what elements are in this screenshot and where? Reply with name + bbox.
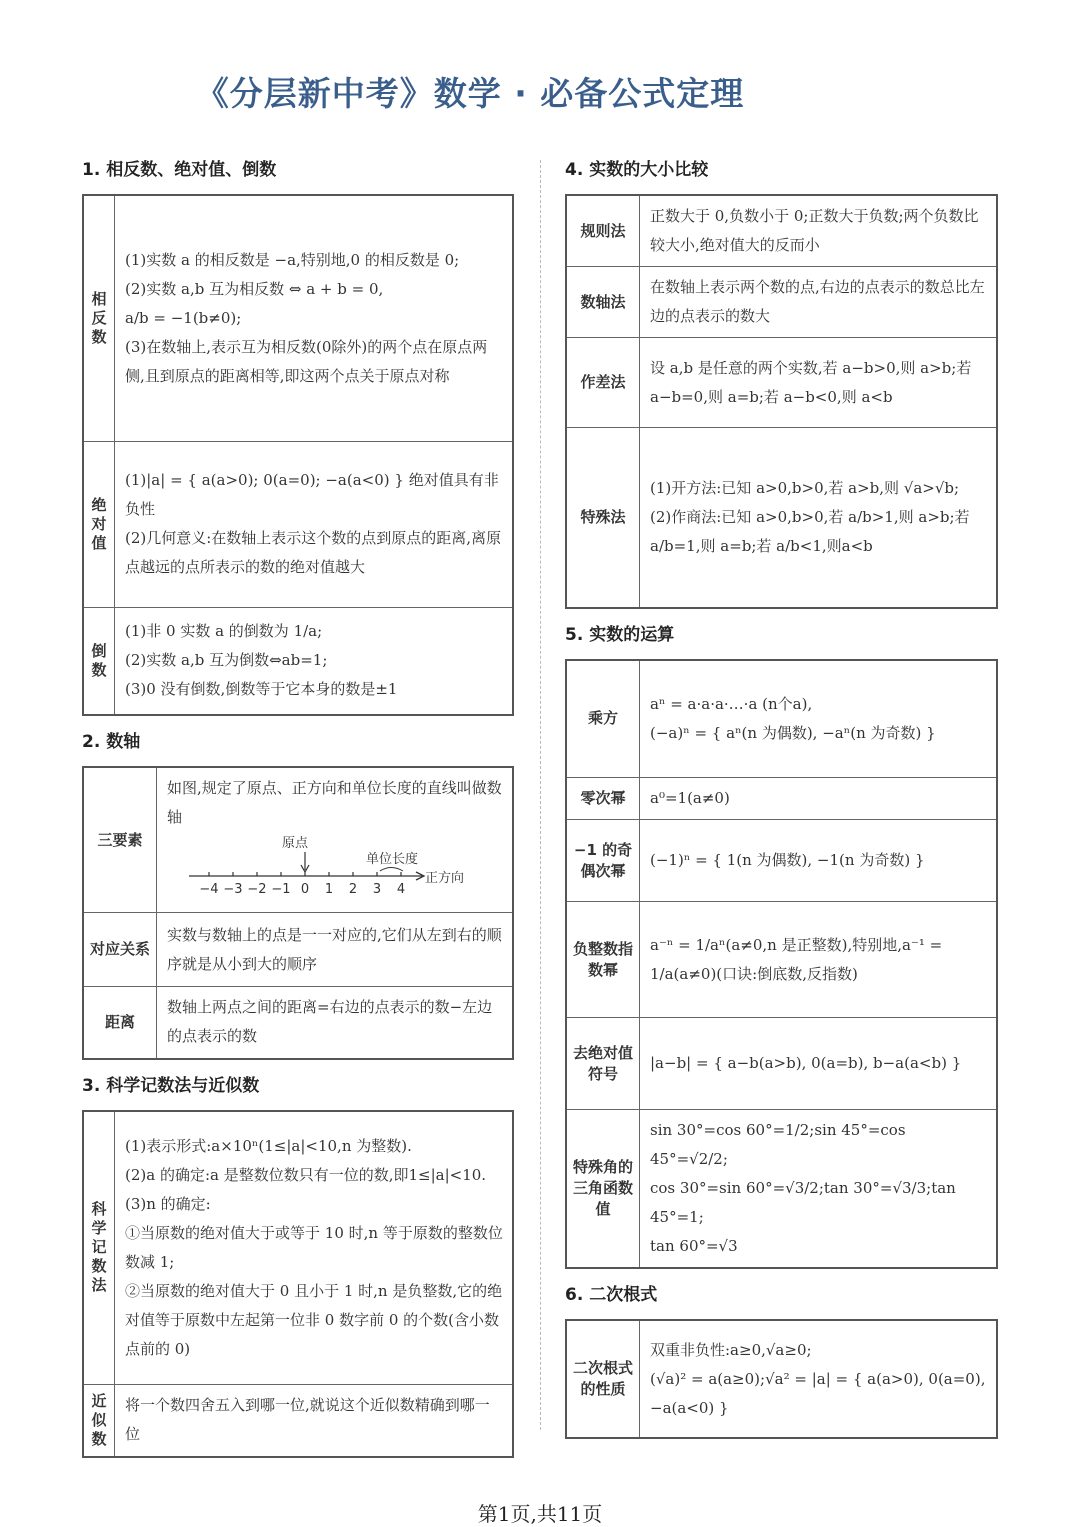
row-label: 规则法: [566, 195, 640, 267]
row-content: [157, 987, 514, 1059]
table-row: [566, 902, 997, 1018]
section-table-3: [82, 1110, 514, 1458]
section-title-5: 5. 实数的运算: [565, 624, 675, 645]
row-content: [157, 913, 514, 987]
content-line: 如图,规定了原点、正方向和单位长度的直线叫做数轴: [167, 779, 502, 826]
row-content: [640, 195, 998, 267]
content-line: ①当原数的绝对值大于或等于 10 时,n 等于原数的整数位数减 1;: [125, 1223, 503, 1271]
content-line: (3)0 没有倒数,倒数等于它本身的数是±1: [125, 680, 398, 699]
axis-tick-label: −2: [247, 882, 267, 896]
content-line: (1)实数 a 的相反数是 −a,特别地,0 的相反数是 0;: [125, 250, 460, 269]
row-content: [640, 428, 998, 608]
table-row: [566, 1018, 997, 1110]
row-content: [640, 1320, 998, 1438]
section-title-3: 3. 科学记数法与近似数: [82, 1075, 260, 1096]
content-line: 设 a,b 是任意的两个实数,若 a−b>0,则 a>b;若 a−b=0,则 a=b;若 a−b<0,则 a<b: [650, 358, 972, 406]
table-row: [83, 195, 513, 441]
row-label: 近似数: [83, 1385, 115, 1457]
axis-tick-label: 1: [324, 882, 334, 896]
row-label: 乘方: [566, 660, 640, 778]
table-row: [83, 767, 513, 913]
content-line: ②当原数的绝对值大于 0 且小于 1 时,n 是负整数,它的绝对值等于原数中左起第一位非 0 数字前 0 的个数(含小数点前的 0): [125, 1281, 503, 1358]
axis-tick-label: 3: [372, 882, 382, 896]
content-line: (−1)ⁿ = { 1(n 为偶数), −1(n 为奇数) }: [650, 851, 925, 869]
table-row: [566, 1320, 997, 1438]
content-line: tan 60°=√3: [650, 1237, 738, 1255]
row-label: 倒数: [83, 607, 115, 715]
content-line: 实数与数轴上的点是一一对应的,它们从左到右的顺序就是从小到大的顺序: [167, 925, 502, 973]
left-column: [82, 158, 514, 1472]
axis-tick-label: 0: [300, 882, 310, 896]
content-line: (√a)² = a(a≥0);√a² = |a| = { a(a>0), 0(a=0), −a(a<0) }: [650, 1369, 986, 1417]
content-line: (2)实数 a,b 互为相反数 ⇔ a + b = 0,: [125, 279, 384, 298]
row-content: [640, 820, 998, 902]
row-content: [640, 338, 998, 428]
row-content: [115, 195, 514, 441]
content-line: cos 30°=sin 60°=√3/2;tan 30°=√3/3;tan 45°=1;: [650, 1179, 956, 1226]
row-content: [157, 767, 514, 913]
section-table-4: [565, 194, 998, 609]
section-table-1: [82, 194, 514, 716]
row-content: [115, 1385, 514, 1457]
content-line: 1/a(a≠0)(口诀:倒底数,反指数): [650, 964, 858, 983]
content-line: (3)n 的确定:: [125, 1194, 211, 1213]
content-line: (2)作商法:已知 a>0,b>0,若 a/b>1,则 a>b;若 a/b=1,则 a=b;若 a/b<1,则a<b: [650, 507, 970, 555]
content-line: 正数大于 0,负数小于 0;正数大于负数;两个负数比较大小,绝对值大的反而小: [650, 207, 979, 254]
table-row: [83, 607, 513, 715]
content-line: (1)开方法:已知 a>0,b>0,若 a>b,则 √a>√b;: [650, 478, 960, 497]
table-row: [83, 441, 513, 607]
content-line: (2)几何意义:在数轴上表示这个数的点到原点的距离,离原点越远的点所表示的数的绝对值越大: [125, 529, 502, 576]
content-line: a⁰=1(a≠0): [650, 789, 730, 807]
section-title-1: 1. 相反数、绝对值、倒数: [82, 160, 277, 180]
unit-length-label: 单位长度: [365, 852, 419, 867]
table-row: [566, 778, 997, 820]
content-line: 数轴上两点之间的距离=右边的点表示的数−左边的点表示的数: [167, 998, 493, 1046]
section-title-2: 2. 数轴: [82, 732, 141, 752]
content-line: (1)表示形式:a×10ⁿ(1≤|a|<10,n 为整数).: [125, 1136, 412, 1155]
section-table-5: [565, 659, 998, 1270]
row-label: 零次幂: [566, 778, 640, 820]
row-content: [640, 778, 998, 820]
page-title: 《分层新中考》数学 · 必备公式定理: [195, 74, 745, 113]
content-line: (−a)ⁿ = { aⁿ(n 为偶数), −aⁿ(n 为奇数) }: [650, 723, 936, 742]
axis-tick-label: 4: [396, 882, 406, 896]
content-line: 将一个数四舍五入到哪一位,就说这个近似数精确到哪一位: [125, 1396, 490, 1444]
content-line: (2)实数 a,b 互为倒数⇔ab=1;: [125, 651, 328, 670]
axis-tick-label: 2: [348, 882, 358, 896]
row-content: [640, 660, 998, 778]
right-column: [565, 158, 998, 1453]
table-row: [566, 338, 997, 428]
content-line: (2)a 的确定:a 是整数位数只有一位的数,即1≤|a|<10.: [125, 1165, 487, 1184]
page-footer: 第1页,共11页: [477, 1502, 603, 1526]
section-table-6: [565, 1319, 998, 1439]
content-line: (3)在数轴上,表示互为相反数(0除外)的两个点在原点两侧,且到原点的距离相等,即这两个点关于原点对称: [125, 337, 488, 385]
content-line: a⁻ⁿ = 1/aⁿ(a≠0,n 是正整数),特别地,a⁻¹ =: [650, 935, 943, 954]
row-label: 特殊法: [566, 428, 640, 608]
table-row: [83, 987, 513, 1059]
row-label: −1 的奇偶次幂: [566, 820, 640, 902]
origin-label: 原点: [281, 836, 309, 851]
table-row: [566, 820, 997, 902]
axis-tick-label: −4: [199, 882, 219, 896]
row-label: 负整数指数幂: [566, 902, 640, 1018]
row-content: [640, 1110, 998, 1269]
section-title-4: 4. 实数的大小比较: [565, 160, 709, 180]
row-label: 距离: [83, 987, 157, 1059]
axis-tick-label: −1: [271, 882, 291, 896]
row-label: 特殊角的三角函数值: [566, 1110, 640, 1269]
row-label: 二次根式的性质: [566, 1320, 640, 1438]
row-label: 去绝对值符号: [566, 1018, 640, 1110]
table-row: [566, 1110, 997, 1269]
row-content: [640, 267, 998, 338]
content-line: aⁿ = a·a·a·…·a (n个a),: [650, 694, 813, 713]
table-row: [83, 1385, 513, 1457]
number-line-diagram: [167, 834, 497, 896]
row-label: 作差法: [566, 338, 640, 428]
row-content: [115, 441, 514, 607]
table-row: [83, 1111, 513, 1385]
axis-tick-label: −3: [223, 882, 243, 896]
table-row: [83, 913, 513, 987]
row-content: [115, 1111, 514, 1385]
table-row: [566, 195, 997, 267]
content-line: 双重非负性:a≥0,√a≥0;: [650, 1340, 812, 1359]
table-row: [566, 660, 997, 778]
content-line: 在数轴上表示两个数的点,右边的点表示的数总比左边的点表示的数大: [650, 278, 985, 325]
content-line: |a−b| = { a−b(a>b), 0(a=b), b−a(a<b) }: [650, 1054, 962, 1072]
table-row: [566, 428, 997, 608]
row-label: 绝对值: [83, 441, 115, 607]
row-content: [640, 902, 998, 1018]
section-title-6: 6. 二次根式: [565, 1285, 658, 1305]
content-line: sin 30°=cos 60°=1/2;sin 45°=cos 45°=√2/2;: [650, 1121, 906, 1168]
content-line: a/b = −1(b≠0);: [125, 308, 242, 327]
section-table-2: [82, 766, 514, 1060]
row-label: 三要素: [83, 767, 157, 913]
row-label: 相反数: [83, 195, 115, 441]
row-label: 对应关系: [83, 913, 157, 987]
table-row: [566, 267, 997, 338]
row-label: 数轴法: [566, 267, 640, 338]
row-content: [640, 1018, 998, 1110]
column-divider: [540, 160, 541, 1430]
row-content: [115, 607, 514, 715]
content-line: (1)非 0 实数 a 的倒数为 1/a;: [125, 622, 323, 641]
content-line: (1)|a| = { a(a>0); 0(a=0); −a(a<0) } 绝对值具有非负性: [125, 471, 499, 518]
row-label: 科学记数法: [83, 1111, 115, 1385]
direction-label: 正方向: [425, 871, 465, 886]
